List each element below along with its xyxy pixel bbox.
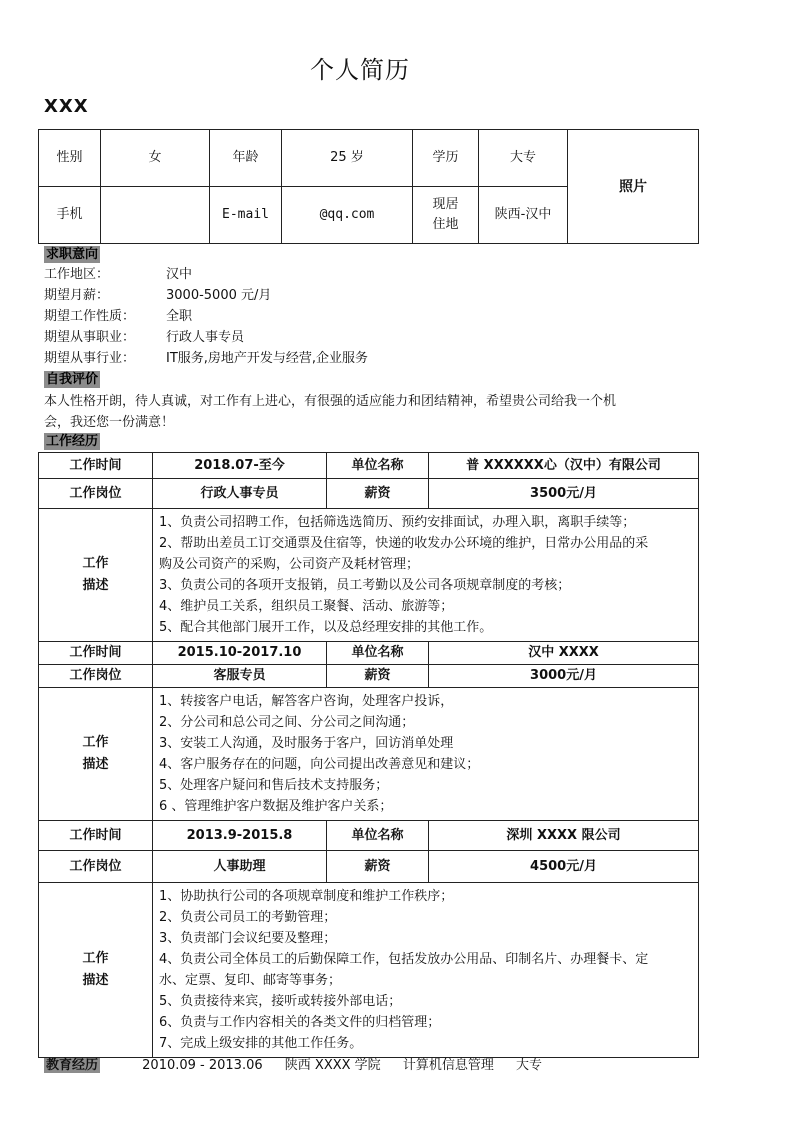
intent-key: 期望从事行业：	[44, 351, 136, 366]
age-label: 年龄	[210, 130, 282, 187]
job-description	[153, 883, 699, 1058]
education-row	[44, 1057, 560, 1075]
photo-placeholder: 照片	[568, 130, 699, 244]
salary-value: 4500元/月	[429, 851, 699, 883]
post-label: 工作岗位	[39, 665, 153, 688]
self-eval-line: 本人性格开朗，待人真诚，对工作有上进心，有很强的适应能力和团结精神，希望贵公司给我一个机	[44, 394, 617, 409]
duty-item: 1、协助执行公司的各项规章制度和维护工作秩序；	[159, 889, 454, 904]
description-label-line: 工作	[82, 735, 109, 750]
intent-key: 期望月薪：	[44, 288, 110, 303]
work-table	[38, 452, 699, 1058]
work-time-label: 工作时间	[39, 821, 153, 851]
intent-key: 工作地区：	[44, 267, 110, 282]
job-description	[153, 509, 699, 642]
company-value: 普 XXXXXX心（汉中）有限公司	[429, 453, 699, 479]
email-label: E-mail	[210, 187, 282, 244]
intent-value: IT服务,房地产开发与经营,企业服务	[166, 351, 369, 366]
intent-row	[44, 349, 368, 369]
education-degree: 大专	[515, 1058, 542, 1073]
description-label	[39, 883, 153, 1058]
duty-item: 5、处理客户疑问和售后技术支持服务；	[159, 778, 389, 793]
work-heading: 工作经历	[46, 434, 99, 449]
page-title: 个人简历	[310, 56, 410, 84]
salary-value: 3500元/月	[429, 479, 699, 509]
duty-item: 3、负责公司的各项开支报销，员工考勤以及公司各项规章制度的考核；	[159, 578, 571, 593]
work-time-value: 2015.10-2017.10	[153, 642, 327, 665]
intent-row	[44, 286, 271, 306]
duty-item: 4、维护员工关系，组织员工聚餐、活动、旅游等；	[159, 599, 454, 614]
duty-item: 2、帮助出差员工订交通票及住宿等，快递的收发办公环境的维护，日常办公用品的采	[159, 536, 649, 551]
company-value: 汉中 XXXX	[429, 642, 699, 665]
description-label-line: 工作	[82, 556, 109, 571]
description-label-line: 工作	[82, 951, 109, 966]
work-time-value: 2018.07-至今	[153, 453, 327, 479]
description-label	[39, 509, 153, 642]
education-heading: 教育经历	[46, 1058, 99, 1073]
post-value: 行政人事专员	[153, 479, 327, 509]
intent-row	[44, 328, 244, 348]
phone-label: 手机	[39, 187, 101, 244]
duty-item: 1、转接客户电话，解答客户咨询，处理客户投诉，	[159, 694, 454, 709]
intent-heading: 求职意向	[46, 247, 99, 262]
description-label	[39, 688, 153, 821]
duty-item: 2、负责公司员工的考勤管理；	[159, 910, 337, 925]
basic-info-table	[38, 129, 699, 244]
education-value: 大专	[479, 130, 568, 187]
salary-value: 3000元/月	[429, 665, 699, 688]
description-label-line: 描述	[82, 757, 109, 772]
duty-item: 3、安装工人沟通，及时服务于客户，回访消单处理	[159, 736, 454, 751]
duty-item: 3、负责部门会议纪要及整理；	[159, 931, 337, 946]
self-eval-text	[44, 391, 674, 433]
company-label: 单位名称	[327, 453, 429, 479]
candidate-name: XXX	[44, 96, 89, 117]
gender-value: 女	[101, 130, 210, 187]
salary-label: 薪资	[327, 479, 429, 509]
duty-item: 5、配合其他部门展开工作，以及总经理安排的其他工作。	[159, 620, 493, 635]
education-label: 学历	[413, 130, 479, 187]
duty-item: 7、完成上级安排的其他工作任务。	[159, 1036, 363, 1051]
duty-item: 4、负责公司全体员工的后勤保障工作，包括发放办公用品、印制名片、办理餐卡、定	[159, 952, 649, 967]
duty-item: 1、负责公司招聘工作，包括筛选选简历、预约安排面试，办理入职，离职手续等；	[159, 515, 636, 530]
education-major: 计算机信息管理	[402, 1058, 494, 1073]
self-eval-line: 会，我还您一份满意！	[44, 415, 175, 430]
intent-row	[44, 307, 192, 327]
address-label-line1: 现居	[432, 197, 459, 212]
company-label: 单位名称	[327, 821, 429, 851]
age-value: 25 岁	[282, 130, 413, 187]
post-value: 客服专员	[153, 665, 327, 688]
duty-item: 5、负责接待来宾，接听或转接外部电话；	[159, 994, 402, 1009]
work-time-label: 工作时间	[39, 642, 153, 665]
company-value: 深圳 XXXX 限公司	[429, 821, 699, 851]
work-time-value: 2013.9-2015.8	[153, 821, 327, 851]
intent-value: 全职	[166, 309, 193, 324]
salary-label: 薪资	[327, 665, 429, 688]
post-label: 工作岗位	[39, 479, 153, 509]
self-eval-heading: 自我评价	[46, 372, 99, 387]
duty-item: 6、负责与工作内容相关的各类文件的归档管理；	[159, 1015, 441, 1030]
duty-item: 4、客户服务存在的问题，向公司提出改善意见和建议；	[159, 757, 480, 772]
education-period: 2010.09 - 2013.06	[142, 1058, 263, 1073]
post-label: 工作岗位	[39, 851, 153, 883]
address-label	[413, 187, 479, 244]
salary-label: 薪资	[327, 851, 429, 883]
address-value: 陕西-汉中	[479, 187, 568, 244]
description-label-line: 描述	[82, 578, 109, 593]
intent-value: 3000-5000 元/月	[166, 288, 272, 303]
duty-item: 水、定票、复印、邮寄等事务；	[159, 973, 342, 988]
description-label-line: 描述	[82, 973, 109, 988]
duty-item: 6 、管理维护客户数据及维护客户关系；	[159, 799, 393, 814]
gender-label: 性别	[39, 130, 101, 187]
intent-key: 期望从事职业：	[44, 330, 136, 345]
duty-item: 2、分公司和总公司之间、分公司之间沟通；	[159, 715, 415, 730]
work-time-label: 工作时间	[39, 453, 153, 479]
post-value: 人事助理	[153, 851, 327, 883]
intent-key: 期望工作性质：	[44, 309, 136, 324]
duty-item: 购及公司资产的采购，公司资产及耗材管理；	[159, 557, 420, 572]
intent-value: 行政人事专员	[166, 330, 245, 345]
address-label-line2: 住地	[432, 217, 459, 232]
email-value: @qq.com	[282, 187, 413, 244]
education-school: 陕西 XXXX 学院	[284, 1058, 381, 1073]
job-description	[153, 688, 699, 821]
phone-value	[101, 187, 210, 244]
company-label: 单位名称	[327, 642, 429, 665]
intent-row	[44, 265, 192, 285]
intent-value: 汉中	[166, 267, 193, 282]
